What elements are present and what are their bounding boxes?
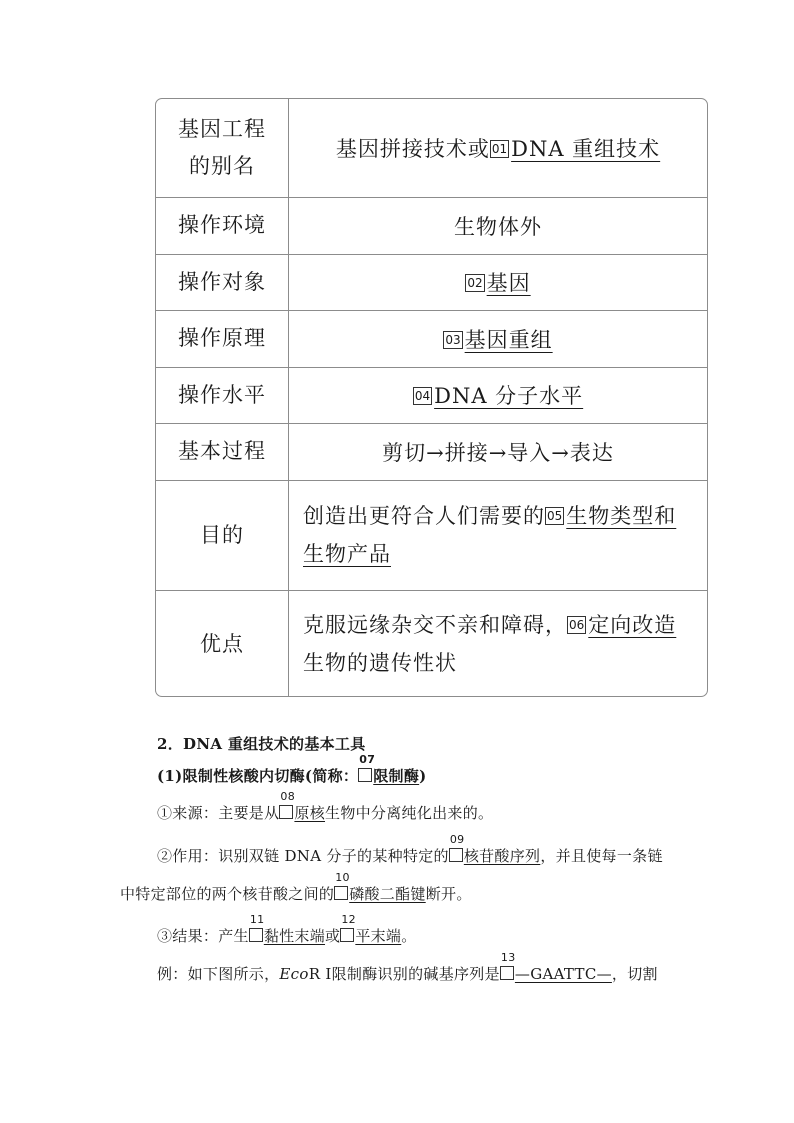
row-label: 操作原理 — [156, 310, 289, 367]
blank-box: 07 — [358, 768, 372, 782]
blank-number: 01 — [491, 141, 508, 156]
table-row — [156, 590, 707, 697]
sub1-line: (1)限制性核酸内切酶(简称： 07 限制酶) — [157, 753, 427, 785]
answer-text: 基因 — [486, 271, 531, 295]
table-row — [156, 310, 707, 367]
row-label: 基本过程 — [156, 423, 289, 480]
row-label: 目的 — [156, 480, 289, 590]
blank-number: 06 — [569, 618, 585, 633]
row-label: 操作对象 — [156, 254, 289, 310]
p3-line: 中特定部位的两个核苷酸之间的 10 磷酸二酯键断开。 — [120, 871, 472, 903]
blank-box: 09 — [449, 848, 463, 862]
answer-text: DNA 分子水平 — [434, 384, 584, 408]
blank-number: 03 — [445, 332, 461, 347]
p1-line: ①来源：主要是从 08 原核生物中分离纯化出来的。 — [157, 790, 494, 822]
value-text: 基因拼接技术或 — [335, 136, 490, 161]
table-row — [156, 197, 707, 254]
blank-box: 10 — [334, 886, 348, 900]
summary-table-frame — [155, 98, 708, 697]
row-value — [289, 423, 708, 480]
table-row — [156, 254, 707, 310]
row-value — [289, 590, 708, 697]
p2-line: ②作用：识别双链 DNA 分子的某种特定的 09 核苷酸序列，并且使每一条链 — [157, 833, 663, 865]
answer-text: 基因重组 — [464, 327, 553, 352]
table-row — [156, 480, 707, 590]
table-row — [156, 99, 707, 197]
value-text: 生物体外 — [454, 214, 542, 239]
summary-table — [156, 99, 707, 697]
answer-text: 定向改造 — [588, 613, 677, 638]
row-label: 操作水平 — [156, 367, 289, 423]
value-text: 克服远缘杂交不亲和障碍， — [303, 613, 567, 638]
row-value — [289, 310, 708, 367]
blank-box: 13 — [500, 966, 514, 980]
row-label: 优点 — [156, 590, 289, 697]
blank-number: 04 — [414, 389, 431, 403]
answer-text: DNA 重组技术 — [511, 136, 661, 161]
answer-text: 生物类型和生物产品 — [303, 504, 677, 566]
row-label: 操作环境 — [156, 197, 289, 254]
blank-number: 02 — [467, 276, 483, 290]
table-row — [156, 367, 707, 423]
row-label: 基因工程的别名 — [156, 99, 289, 197]
row-value — [289, 197, 708, 254]
section-heading: 2．DNA 重组技术的基本工具 — [157, 735, 366, 753]
value-text-after: 生物的遗传性状 — [303, 651, 457, 676]
value-text: 创造出更符合人们需要的 — [303, 504, 545, 528]
blank-box: 08 — [279, 805, 293, 819]
row-value — [289, 99, 708, 197]
p4-line: ③结果：产生 11 黏性末端或 12 平末端。 — [157, 913, 417, 945]
row-value — [289, 367, 708, 423]
blank-box: 11 — [249, 928, 263, 942]
table-row — [156, 423, 707, 480]
p5-line: 例：如下图所示，EcoR Ⅰ限制酶识别的碱基序列是 13 —GAATTC—，切割 — [157, 951, 658, 983]
value-text: 剪切→拼接→导入→表达 — [382, 440, 614, 465]
blank-number: 05 — [547, 509, 563, 523]
blank-box: 12 — [340, 928, 354, 942]
row-value — [289, 254, 708, 310]
row-value — [289, 480, 708, 590]
